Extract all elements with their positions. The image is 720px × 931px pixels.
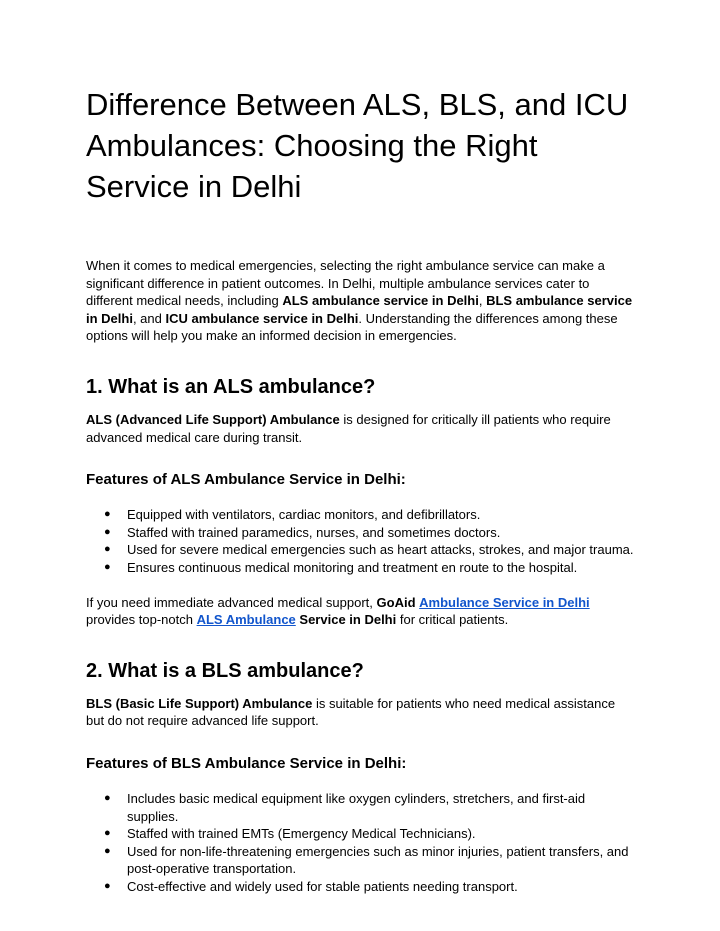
intro-text-2: , bbox=[478, 293, 487, 309]
page-title: Difference Between ALS, BLS, and ICU Ambulances: Choosing the Right Service in Delhi bbox=[86, 87, 629, 204]
list-item bbox=[104, 843, 636, 878]
list-item bbox=[104, 506, 636, 524]
als-definition-bold: ALS (Advanced Life Support) Ambulance bbox=[86, 411, 340, 427]
als-definition bbox=[86, 411, 636, 446]
intro-text-1: When it comes to medical emergencies, selecting the right ambulance service can make a significant difference in patient outcomes. In Delhi, multiple ambulance services cater to different medical needs, including bbox=[86, 258, 605, 309]
bullet-icon: ● bbox=[104, 560, 111, 573]
list-item-text: Includes basic medical equipment like oxygen cylinders, stretchers, and first-aid supplies. bbox=[127, 790, 586, 824]
list-item bbox=[104, 559, 636, 577]
cta-bold-service: Service in Delhi bbox=[299, 612, 397, 628]
bullet-icon: ● bbox=[104, 827, 111, 840]
list-item-text: Staffed with trained EMTs (Emergency Medical Technicians). bbox=[127, 826, 476, 842]
bls-definition bbox=[86, 695, 636, 730]
list-item-text: Cost-effective and widely used for stable patients needing transport. bbox=[127, 878, 518, 894]
cta-text-5: for critical patients. bbox=[396, 612, 509, 628]
als-definition-text: is designed for critically ill patients who require advanced medical care during transit. bbox=[86, 411, 611, 445]
als-ambulance-link[interactable]: ALS Ambulance bbox=[196, 612, 296, 628]
intro-paragraph bbox=[86, 257, 636, 345]
list-item-text: Staffed with trained paramedics, nurses, and sometimes doctors. bbox=[127, 524, 501, 540]
als-section-heading: 1. What is an ALS ambulance? bbox=[86, 375, 376, 398]
als-features-list bbox=[86, 506, 636, 576]
intro-text-4: . Understanding the differences among these options will help you make an informed decision in emergencies. bbox=[86, 310, 618, 344]
bullet-icon: ● bbox=[104, 508, 111, 521]
list-item bbox=[104, 541, 636, 559]
bls-definition-text: is suitable for patients who need medical assistance but do not require advanced life support. bbox=[86, 695, 616, 729]
list-item-text: Equipped with ventilators, cardiac monitors, and defibrillators. bbox=[127, 507, 481, 523]
intro-bold-bls: BLS ambulance service in Delhi bbox=[86, 293, 633, 326]
bullet-icon: ● bbox=[104, 525, 111, 538]
intro-bold-als: ALS ambulance service in Delhi bbox=[282, 293, 479, 309]
intro-bold-icu: ICU ambulance service in Delhi bbox=[165, 310, 359, 326]
cta-text-1: If you need immediate advanced medical support, bbox=[86, 594, 377, 610]
ambulance-service-delhi-link[interactable]: Ambulance Service in Delhi bbox=[419, 594, 590, 610]
list-item-text: Used for severe medical emergencies such as heart attacks, strokes, and major trauma. bbox=[127, 542, 634, 558]
list-item-text: Used for non-life-threatening emergencies such as minor injuries, patient transfers, and post-operative transportation. bbox=[127, 843, 629, 877]
als-cta-paragraph bbox=[86, 594, 636, 629]
bullet-icon: ● bbox=[104, 543, 111, 556]
bls-features-list bbox=[86, 790, 636, 896]
als-features-heading: Features of ALS Ambulance Service in Delhi: bbox=[86, 471, 406, 489]
list-item bbox=[104, 790, 636, 825]
bls-section-heading: 2. What is a BLS ambulance? bbox=[86, 659, 364, 682]
bullet-icon: ● bbox=[104, 879, 111, 892]
list-item bbox=[104, 524, 636, 542]
bls-features-heading: Features of BLS Ambulance Service in Delhi: bbox=[86, 754, 407, 772]
cta-brand: GoAid bbox=[376, 594, 416, 610]
intro-text-3: , and bbox=[132, 310, 166, 326]
bls-definition-bold: BLS (Basic Life Support) Ambulance bbox=[86, 695, 313, 711]
bullet-icon: ● bbox=[104, 844, 111, 857]
bullet-icon: ● bbox=[104, 791, 111, 804]
cta-text-3: provides top-notch bbox=[86, 612, 197, 628]
list-item-text: Ensures continuous medical monitoring and treatment en route to the hospital. bbox=[127, 559, 578, 575]
list-item bbox=[104, 825, 636, 843]
list-item bbox=[104, 878, 636, 896]
